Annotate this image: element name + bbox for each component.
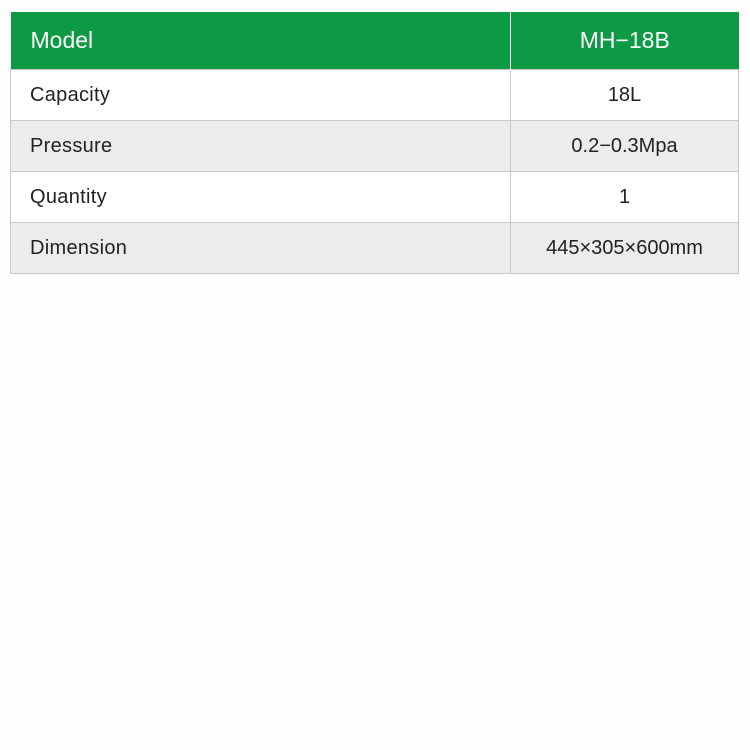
- row-quantity-label: Quantity: [11, 172, 511, 223]
- row-pressure-label: Pressure: [11, 121, 511, 172]
- row-capacity-label: Capacity: [11, 70, 511, 121]
- table-header-row: [11, 12, 739, 70]
- row-dimension-value: 445×305×600mm: [511, 223, 739, 274]
- header-model-value: MH−18B: [511, 12, 739, 70]
- header-model-label: Model: [11, 12, 511, 70]
- table-row: [11, 70, 739, 121]
- row-capacity-value: 18L: [511, 70, 739, 121]
- row-quantity-value: 1: [511, 172, 739, 223]
- spec-table: [10, 12, 739, 274]
- row-pressure-value: 0.2−0.3Mpa: [511, 121, 739, 172]
- table-row: [11, 172, 739, 223]
- table-row: [11, 223, 739, 274]
- row-dimension-label: Dimension: [11, 223, 511, 274]
- table-row: [11, 121, 739, 172]
